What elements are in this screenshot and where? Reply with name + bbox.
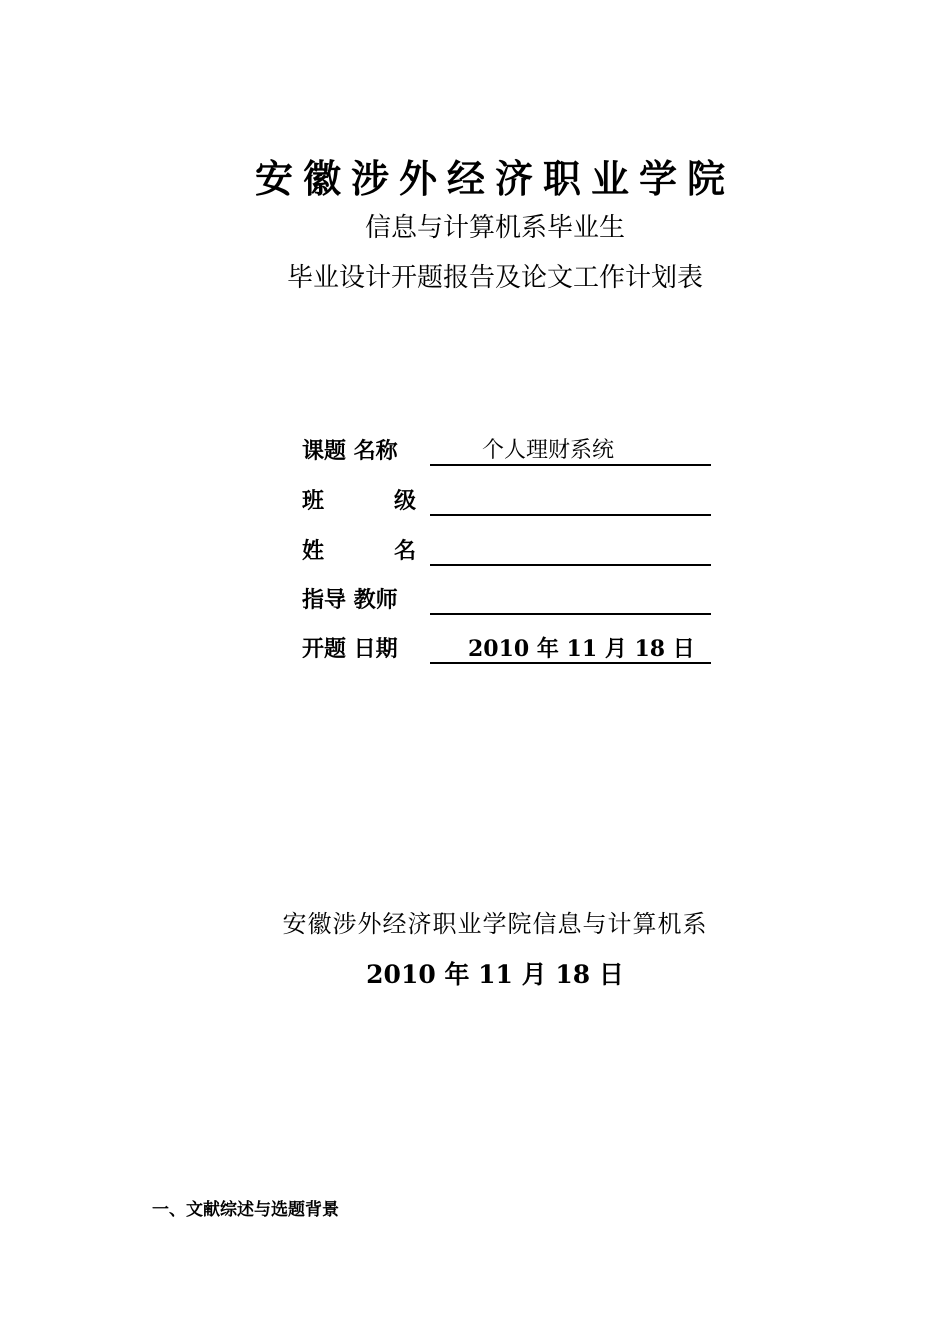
footer-department: 安徽涉外经济职业学院信息与计算机系 [282, 910, 708, 938]
advisor-field[interactable] [430, 583, 711, 615]
name-field[interactable] [430, 534, 711, 566]
form-row-advisor [302, 583, 722, 617]
date-field[interactable] [430, 632, 711, 664]
form-row-date [302, 632, 722, 666]
class-label-part-2: 级 [393, 488, 416, 514]
advisor-label: 指导 教师 [302, 587, 398, 613]
class-field[interactable] [430, 484, 711, 516]
class-label [302, 484, 416, 518]
topic-value: 个人理财系统 [482, 438, 615, 463]
section-heading: 一、文献综述与选题背景 [152, 1200, 339, 1220]
department-subtitle: 信息与计算机系毕业生 [364, 213, 625, 243]
form-row-name [302, 534, 722, 568]
form-row-topic [302, 434, 722, 468]
topic-field[interactable] [430, 434, 711, 466]
class-label-part-1: 班 [302, 488, 325, 514]
form-row-class [302, 484, 722, 518]
footer-date: 2010 年 11 月 18 日 [366, 960, 624, 989]
name-label [302, 534, 416, 568]
school-title: 安徽涉外经济职业学院 [254, 156, 735, 201]
date-value: 2010 年 11 月 18 日 [468, 636, 695, 662]
name-label-part-2: 名 [393, 538, 416, 564]
topic-label: 课题 名称 [302, 438, 398, 464]
date-label: 开题 日期 [302, 636, 398, 662]
report-title: 毕业设计开题报告及论文工作计划表 [286, 263, 703, 293]
name-label-part-1: 姓 [302, 538, 325, 564]
